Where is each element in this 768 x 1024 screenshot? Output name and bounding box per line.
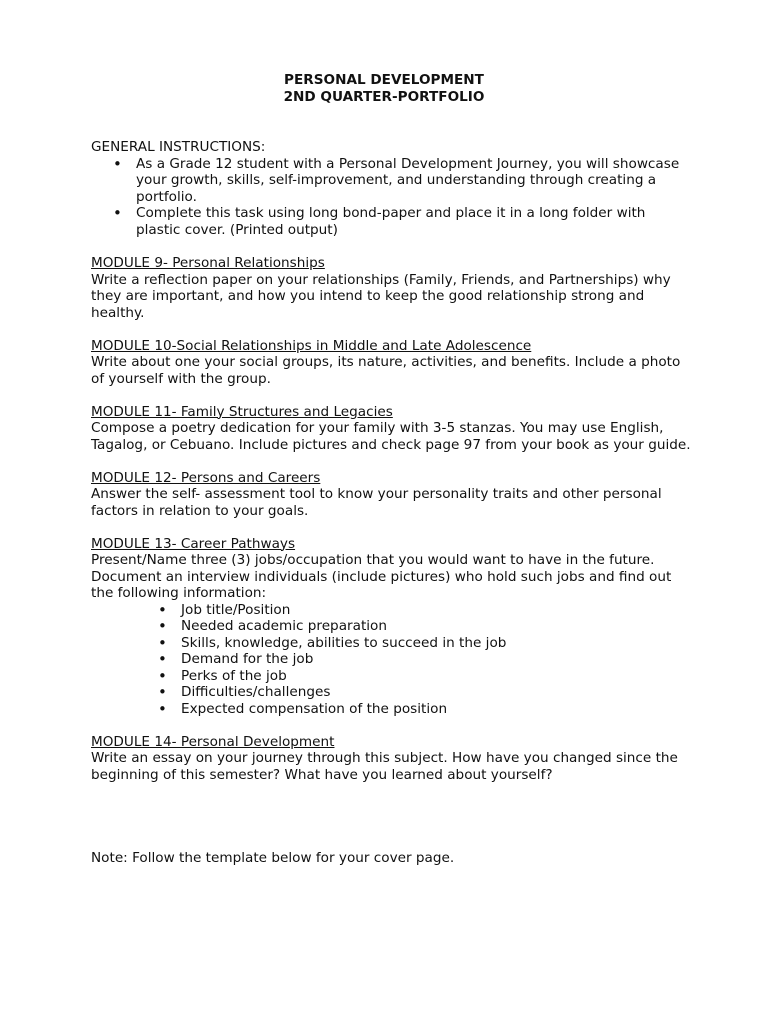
info-list-item: • Skills, knowledge, abilities to succeed in the job: [181, 635, 691, 652]
cover-page-note: Note: Follow the template below for your cover page.: [91, 850, 455, 866]
module-11-body: Compose a poetry dedication for your family with 3-5 stanzas. You may use English, Tagalog, or Cebuano. Include pictures and check page 97 from your book as your guide.: [91, 420, 691, 453]
info-list-item: • Perks of the job: [181, 668, 691, 685]
module-10-body: Write about one your social groups, its nature, activities, and benefits. Include a photo of yourself with the group.: [91, 354, 681, 387]
info-list-item: • Job title/Position: [181, 602, 691, 619]
general-instruction-item: • As a Grade 12 student with a Personal Development Journey, you will showcase your growth, skills, self-improvement, and understanding through creating a portfolio.: [136, 156, 691, 206]
module-12-heading: MODULE 12- Persons and Careers: [91, 469, 321, 486]
module-9-section: [91, 255, 691, 321]
general-instruction-item: • Complete this task using long bond-paper and place it in a long folder with plastic cover. (Printed output): [136, 205, 691, 238]
module-11-section: [91, 404, 691, 454]
module-14-body: Write an essay on your journey through this subject. How have you changed since the beginning of this semester? What have you learned about yourself?: [91, 750, 678, 783]
info-list-item: • Demand for the job: [181, 651, 691, 668]
module-10-heading: MODULE 10-Social Relationships in Middle and Late Adolescence: [91, 337, 532, 354]
module-13-info-list: [91, 602, 691, 718]
module-14-heading: MODULE 14- Personal Development: [91, 733, 335, 750]
module-13-heading: MODULE 13- Career Pathways: [91, 535, 296, 552]
info-list-item: • Expected compensation of the position: [181, 701, 691, 718]
module-14-section: [91, 734, 691, 784]
module-11-heading: MODULE 11- Family Structures and Legacies: [91, 403, 393, 420]
document-subtitle: 2ND QUARTER-PORTFOLIO: [283, 89, 485, 105]
document-title: PERSONAL DEVELOPMENT: [284, 72, 484, 88]
module-13-body: Present/Name three (3) jobs/occupation that you would want to have in the future. Document an interview individuals (include pictures) who hold such jobs and find out the following information:: [91, 552, 672, 601]
document-content: [91, 139, 691, 783]
general-instructions-list: [91, 156, 691, 239]
module-12-section: [91, 470, 691, 520]
info-list-item: • Needed academic preparation: [181, 618, 691, 635]
module-13-section: [91, 536, 691, 718]
general-instructions-label: GENERAL INSTRUCTIONS:: [91, 139, 266, 155]
module-10-section: [91, 338, 691, 388]
module-9-heading: MODULE 9- Personal Relationships: [91, 255, 325, 271]
module-12-body: Answer the self- assessment tool to know your personality traits and other personal factors in relation to your goals.: [91, 486, 662, 519]
module-9-body: Write a reflection paper on your relationships (Family, Friends, and Partnerships) why they are important, and how you intend to keep the good relationship strong and healthy.: [91, 271, 671, 321]
info-list-item: • Difficulties/challenges: [181, 684, 691, 701]
